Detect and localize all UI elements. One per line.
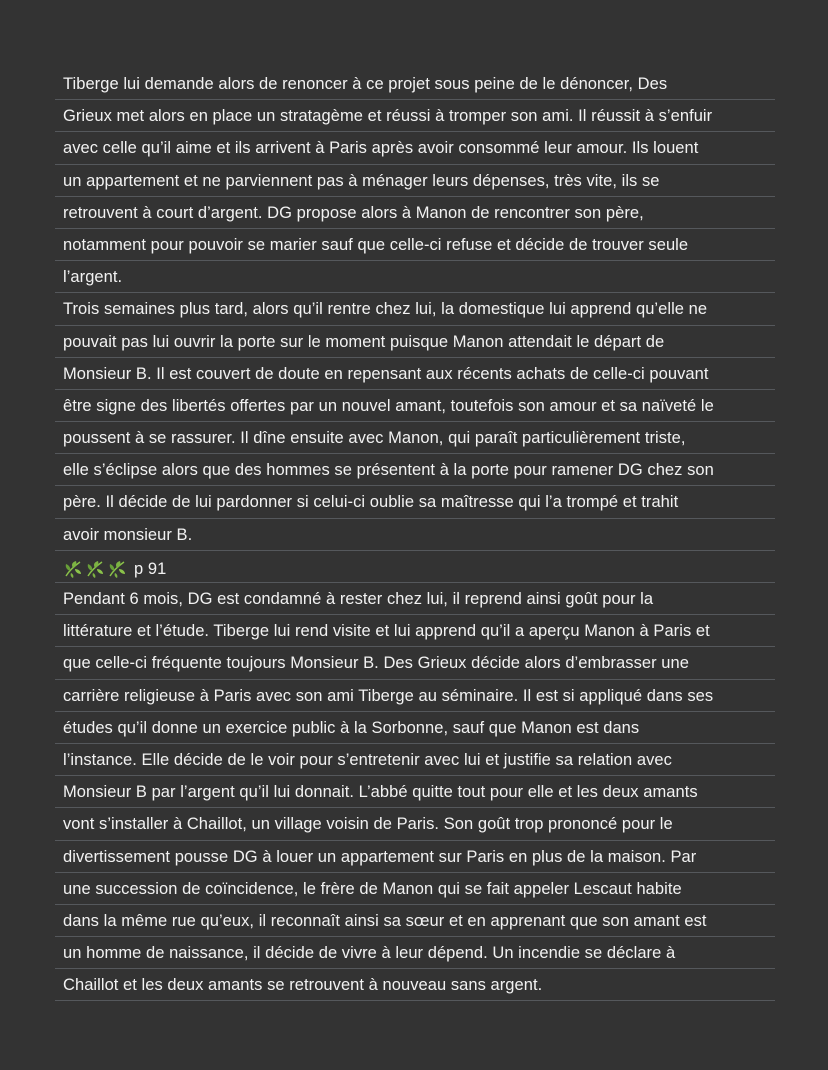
text-line: une succession de coïncidence, le frère de Manon qui se fait appeler Lescaut habite bbox=[55, 873, 775, 905]
text-line: Monsieur B. Il est couvert de doute en repensant aux récents achats de celle-ci pouvant bbox=[55, 358, 775, 390]
text-line: l’argent. bbox=[55, 261, 775, 293]
text-line: l’instance. Elle décide de le voir pour s’entretenir avec lui et justifie sa relation avec bbox=[55, 744, 775, 776]
text-line: Chaillot et les deux amants se retrouvent à nouveau sans argent. bbox=[55, 969, 775, 1001]
text-line: poussent à se rassurer. Il dîne ensuite avec Manon, qui paraît particulièrement triste, bbox=[55, 422, 775, 454]
text-line: vont s’installer à Chaillot, un village voisin de Paris. Son goût trop prononcé pour le bbox=[55, 808, 775, 840]
leaf-icon bbox=[85, 559, 105, 579]
text-line: père. Il décide de lui pardonner si celui-ci oublie sa maîtresse qui l’a trompé et trahit bbox=[55, 486, 775, 518]
page-reference: p 91 bbox=[134, 559, 167, 578]
text-line: dans la même rue qu’eux, il reconnaît ainsi sa sœur et en apprenant que son amant est bbox=[55, 905, 775, 937]
text-line: Tiberge lui demande alors de renoncer à ce projet sous peine de le dénoncer, Des bbox=[55, 68, 775, 100]
text-line: études qu’il donne un exercice public à la Sorbonne, sauf que Manon est dans bbox=[55, 712, 775, 744]
text-line: que celle-ci fréquente toujours Monsieur B. Des Grieux décide alors d’embrasser une bbox=[55, 647, 775, 679]
text-line: Grieux met alors en place un stratagème et réussi à tromper son ami. Il réussit à s’enfuir bbox=[55, 100, 775, 132]
text-line: être signe des libertés offertes par un nouvel amant, toutefois son amour et sa naïveté le bbox=[55, 390, 775, 422]
text-line: avoir monsieur B. bbox=[55, 519, 775, 551]
text-line: pouvait pas lui ouvrir la porte sur le moment puisque Manon attendait le départ de bbox=[55, 326, 775, 358]
text-line: carrière religieuse à Paris avec son ami Tiberge au séminaire. Il est si appliqué dans ses bbox=[55, 680, 775, 712]
text-line: littérature et l’étude. Tiberge lui rend visite et lui apprend qu’il a aperçu Manon à Paris et bbox=[55, 615, 775, 647]
text-line: notamment pour pouvoir se marier sauf que celle-ci refuse et décide de trouver seule bbox=[55, 229, 775, 261]
text-line: divertissement pousse DG à louer un appartement sur Paris en plus de la maison. Par bbox=[55, 841, 775, 873]
text-line: Pendant 6 mois, DG est condamné à rester chez lui, il reprend ainsi goût pour la bbox=[55, 583, 775, 615]
text-line: un homme de naissance, il décide de vivre à leur dépend. Un incendie se déclare à bbox=[55, 937, 775, 969]
ruled-text-block bbox=[55, 68, 775, 1001]
text-line: retrouvent à court d’argent. DG propose alors à Manon de rencontrer son père, bbox=[55, 197, 775, 229]
text-line: Trois semaines plus tard, alors qu’il rentre chez lui, la domestique lui apprend qu’elle ne bbox=[55, 293, 775, 325]
text-line: un appartement et ne parviennent pas à ménager leurs dépenses, très vite, ils se bbox=[55, 165, 775, 197]
leaf-icon bbox=[107, 559, 127, 579]
text-line: avec celle qu’il aime et ils arrivent à Paris après avoir consommé leur amour. Ils louent bbox=[55, 132, 775, 164]
leaf-icon bbox=[63, 559, 83, 579]
page-marker-line bbox=[55, 551, 775, 583]
text-line: elle s’éclipse alors que des hommes se présentent à la porte pour ramener DG chez son bbox=[55, 454, 775, 486]
text-line: Monsieur B par l’argent qu’il lui donnait. L’abbé quitte tout pour elle et les deux amants bbox=[55, 776, 775, 808]
